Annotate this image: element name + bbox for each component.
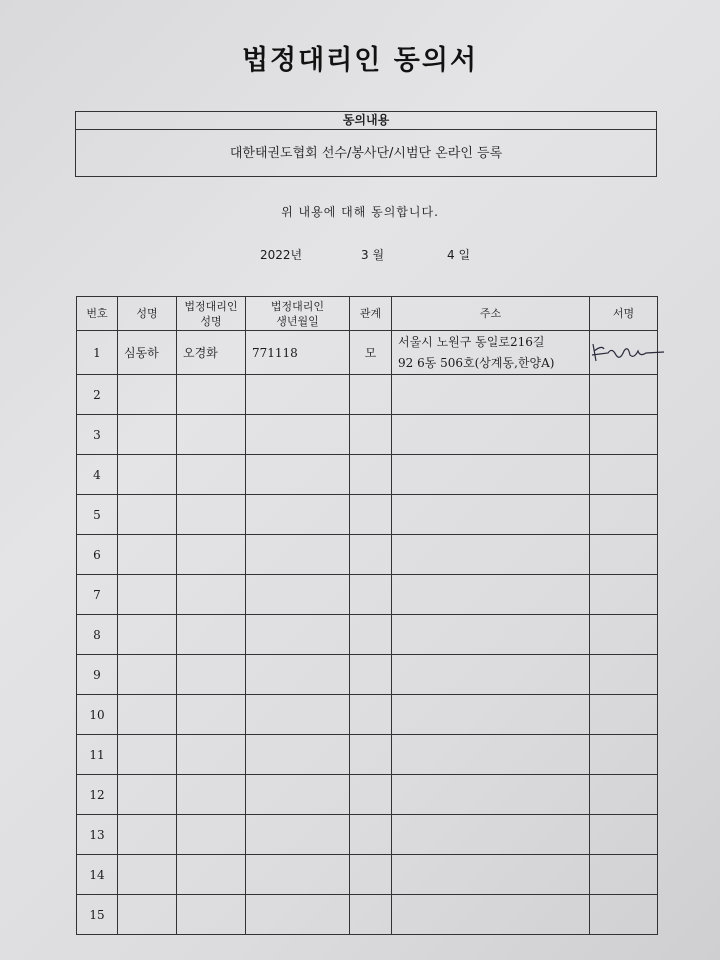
row-number: 6	[77, 535, 118, 575]
cell-address	[392, 735, 590, 775]
row-number: 2	[77, 375, 118, 415]
cell-relation	[350, 535, 392, 575]
cell-guardian-name	[177, 575, 246, 615]
cell-name	[118, 735, 177, 775]
address-line-1: 서울시 노원구 동일로216길	[398, 334, 545, 349]
table-row	[77, 575, 658, 615]
row-number: 12	[77, 775, 118, 815]
table-row	[77, 331, 658, 375]
cell-guardian-birth	[246, 775, 350, 815]
document-title: 법정대리인 동의서	[241, 45, 479, 76]
cell-signature	[590, 695, 658, 735]
cell-signature	[590, 735, 658, 775]
consent-content: 대한태권도협회 선수/봉사단/시범단 온라인 등록	[229, 146, 503, 161]
cell-guardian-name	[177, 655, 246, 695]
row-number: 10	[77, 695, 118, 735]
header-number: 번호	[77, 297, 118, 331]
cell-name	[118, 855, 177, 895]
cell-address	[392, 775, 590, 815]
cell-signature	[590, 775, 658, 815]
row-number: 15	[77, 895, 118, 935]
cell-guardian-birth	[246, 495, 350, 535]
cell-guardian-birth	[246, 615, 350, 655]
cell-guardian-name	[177, 495, 246, 535]
cell-guardian-birth	[246, 815, 350, 855]
cell-name	[118, 775, 177, 815]
table-row	[77, 615, 658, 655]
cell-name	[118, 655, 177, 695]
cell-relation	[350, 695, 392, 735]
cell-guardian-name	[177, 855, 246, 895]
cell-relation	[350, 455, 392, 495]
header-name: 성명	[118, 297, 177, 331]
cell-relation	[350, 735, 392, 775]
cell-relation	[350, 855, 392, 895]
date-month: 3 월	[361, 248, 385, 262]
cell-address	[392, 331, 590, 375]
cell-guardian-name	[177, 415, 246, 455]
row-number: 3	[77, 415, 118, 455]
cell-signature	[590, 895, 658, 935]
date-year: 2022년	[260, 248, 303, 262]
cell-relation: 모	[350, 331, 392, 375]
cell-address	[392, 895, 590, 935]
cell-relation	[350, 815, 392, 855]
cell-address	[392, 695, 590, 735]
table-row	[77, 415, 658, 455]
cell-signature	[590, 331, 658, 375]
cell-relation	[350, 655, 392, 695]
cell-guardian-name	[177, 455, 246, 495]
cell-signature	[590, 815, 658, 855]
row-number: 8	[77, 615, 118, 655]
cell-address	[392, 535, 590, 575]
table-row	[77, 775, 658, 815]
header-relation: 관계	[350, 297, 392, 331]
cell-relation	[350, 495, 392, 535]
cell-name	[118, 415, 177, 455]
cell-guardian-birth	[246, 895, 350, 935]
cell-name	[118, 895, 177, 935]
row-number: 11	[77, 735, 118, 775]
cell-name	[118, 535, 177, 575]
cell-address	[392, 375, 590, 415]
cell-relation	[350, 895, 392, 935]
table-row	[77, 655, 658, 695]
cell-guardian-birth	[246, 415, 350, 455]
cell-guardian-name	[177, 775, 246, 815]
cell-signature	[590, 855, 658, 895]
address-line-2: 92 6동 506호(상계동,한양A)	[398, 355, 555, 370]
cell-guardian-name	[177, 815, 246, 855]
cell-guardian-birth	[246, 655, 350, 695]
cell-address	[392, 495, 590, 535]
table-row	[77, 735, 658, 775]
table-row	[77, 455, 658, 495]
cell-address	[392, 415, 590, 455]
table-row	[77, 495, 658, 535]
cell-relation	[350, 575, 392, 615]
cell-signature	[590, 455, 658, 495]
row-number: 9	[77, 655, 118, 695]
header-guardian-name: 법정대리인 성명	[177, 297, 246, 331]
table-row	[77, 815, 658, 855]
row-number: 13	[77, 815, 118, 855]
row-number: 5	[77, 495, 118, 535]
cell-guardian-birth	[246, 855, 350, 895]
consent-box	[75, 111, 657, 177]
cell-signature	[590, 415, 658, 455]
table-row	[77, 375, 658, 415]
cell-guardian-birth	[246, 735, 350, 775]
cell-relation	[350, 415, 392, 455]
table-row	[77, 695, 658, 735]
cell-address	[392, 655, 590, 695]
cell-signature	[590, 655, 658, 695]
cell-guardian-birth	[246, 455, 350, 495]
cell-name: 심동하	[118, 331, 177, 375]
cell-relation	[350, 775, 392, 815]
table-row	[77, 855, 658, 895]
cell-guardian-name	[177, 535, 246, 575]
header-signature: 서명	[590, 297, 658, 331]
row-number: 14	[77, 855, 118, 895]
cell-address	[392, 855, 590, 895]
cell-address	[392, 815, 590, 855]
cell-guardian-name	[177, 695, 246, 735]
cell-name	[118, 575, 177, 615]
cell-signature	[590, 375, 658, 415]
cell-guardian-birth	[246, 575, 350, 615]
cell-address	[392, 455, 590, 495]
cell-guardian-name	[177, 375, 246, 415]
cell-relation	[350, 375, 392, 415]
cell-address	[392, 575, 590, 615]
consent-header: 동의내용	[76, 112, 656, 130]
cell-signature	[590, 535, 658, 575]
cell-signature	[590, 495, 658, 535]
cell-guardian-birth	[246, 375, 350, 415]
date-day: 4 일	[447, 248, 471, 262]
cell-guardian-name	[177, 895, 246, 935]
cell-name	[118, 495, 177, 535]
cell-guardian-name	[177, 615, 246, 655]
cell-signature	[590, 575, 658, 615]
cell-signature	[590, 615, 658, 655]
cell-relation	[350, 615, 392, 655]
cell-name	[118, 815, 177, 855]
cell-guardian-name: 오경화	[177, 331, 246, 375]
row-number: 1	[77, 331, 118, 375]
cell-address	[392, 615, 590, 655]
cell-name	[118, 455, 177, 495]
row-number: 7	[77, 575, 118, 615]
table-header-row	[77, 297, 658, 331]
cell-name	[118, 375, 177, 415]
cell-guardian-birth	[246, 535, 350, 575]
row-number: 4	[77, 455, 118, 495]
cell-name	[118, 695, 177, 735]
header-guardian-birth: 법정대리인 생년월일	[246, 297, 350, 331]
cell-name	[118, 615, 177, 655]
header-address: 주소	[392, 297, 590, 331]
table-row	[77, 535, 658, 575]
cell-guardian-name	[177, 735, 246, 775]
guardian-table	[76, 296, 658, 935]
agreement-text: 위 내용에 대해 동의합니다.	[281, 205, 439, 219]
cell-guardian-birth	[246, 695, 350, 735]
table-row	[77, 895, 658, 935]
handwritten-signature	[590, 339, 666, 365]
cell-guardian-birth: 771118	[246, 331, 350, 375]
